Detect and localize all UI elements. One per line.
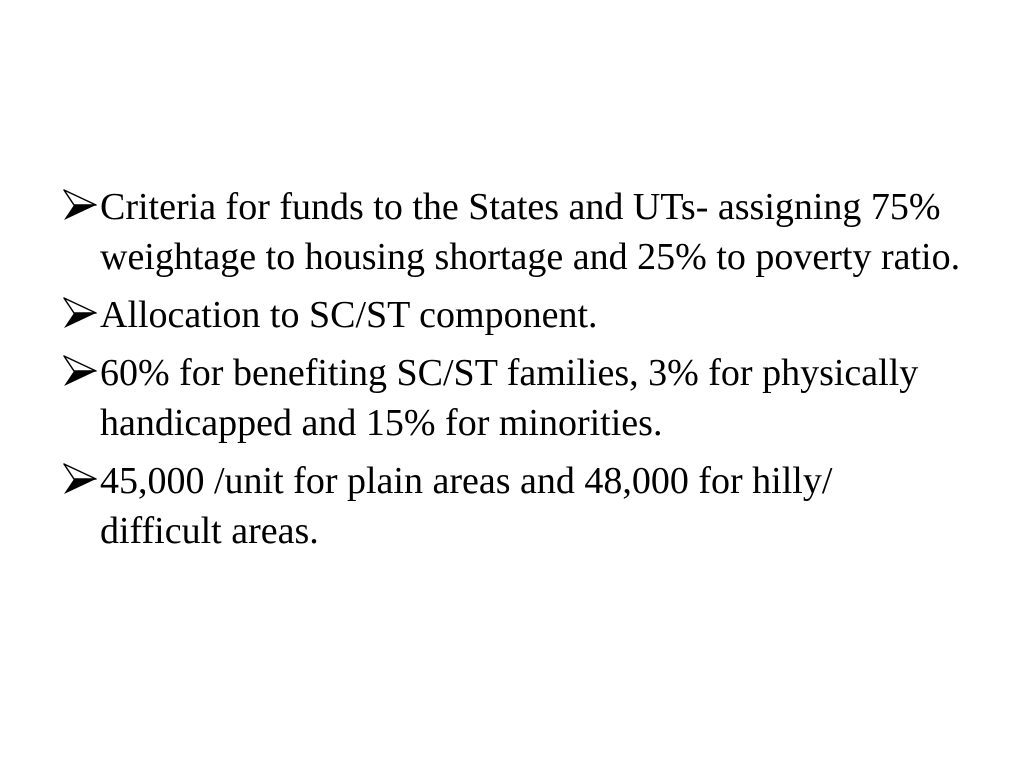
bullet-item-unit-cost (62, 456, 962, 556)
arrowhead-bullet-icon (62, 296, 98, 330)
bullet-text: 60% for benefiting SC/ST families, 3% for physically handicapped and 15% for minorities. (100, 352, 919, 444)
bullet-item-allocation (62, 290, 962, 340)
bullet-text: Allocation to SC/ST component. (100, 294, 598, 336)
arrowhead-bullet-icon (62, 354, 98, 388)
arrowhead-bullet-icon (62, 462, 98, 496)
arrowhead-bullet-icon (62, 188, 98, 222)
bullet-text: 45,000 /unit for plain areas and 48,000 for hilly/ difficult areas. (100, 460, 833, 552)
bullet-item-percentages (62, 348, 962, 448)
bullet-list (62, 182, 962, 564)
bullet-text: Criteria for funds to the States and UTs- assigning 75% weightage to housing shortage and 25% to poverty ratio. (100, 186, 961, 278)
bullet-item-criteria (62, 182, 962, 282)
